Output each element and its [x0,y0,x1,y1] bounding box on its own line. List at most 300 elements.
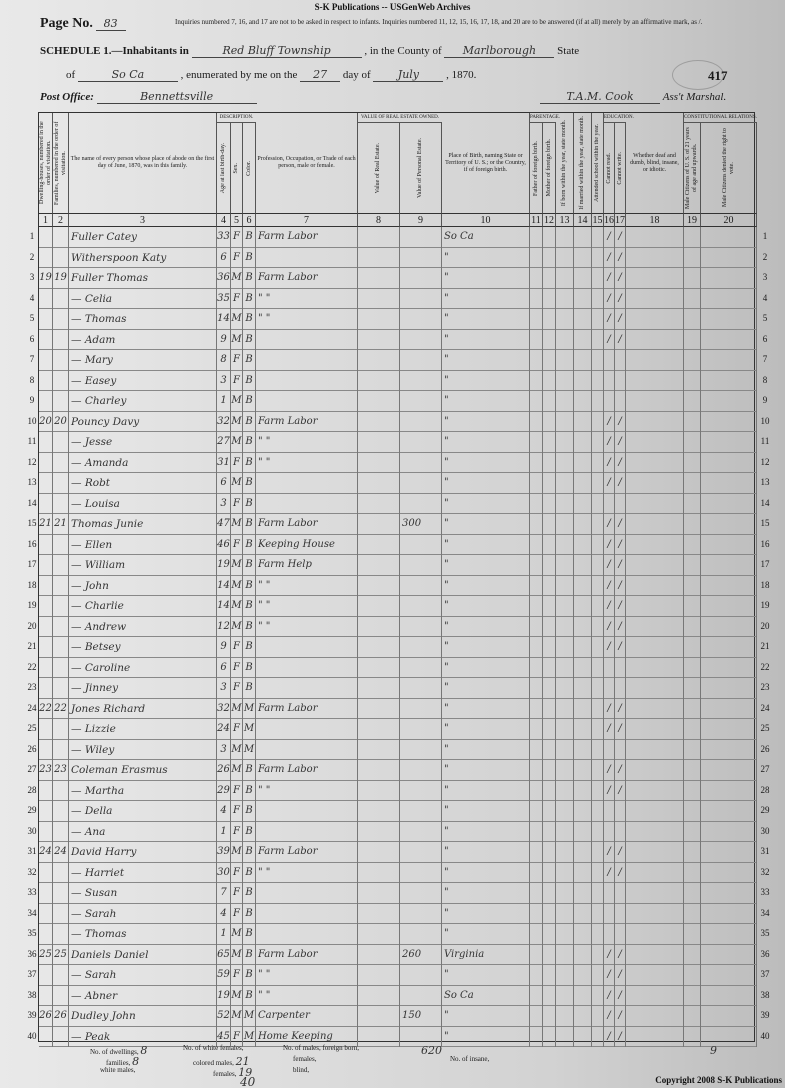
table-cell [53,986,69,1007]
table-cell [604,371,615,392]
table-cell [592,248,604,269]
table-cell: B [243,945,256,966]
line-number: 14 [760,497,770,508]
table-cell [543,432,556,453]
table-cell [684,924,701,945]
table-row [39,514,756,535]
table-cell [358,904,400,925]
table-cell [358,596,400,617]
table-cell [574,350,592,371]
table-cell [626,227,684,248]
table-cell [684,309,701,330]
table-cell [543,371,556,392]
table-cell: / [615,863,626,884]
table-cell: 12 [217,617,231,638]
table-cell: — Lizzie [69,719,217,740]
table-cell [530,350,543,371]
line-number: 4 [762,292,768,303]
census-table [38,112,755,1042]
table-cell [574,391,592,412]
table-cell [701,391,757,412]
table-cell: Fuller Catey [69,227,217,248]
table-cell: / [615,596,626,617]
table-cell [556,863,574,884]
table-cell [530,453,543,474]
line-number: 31 [27,846,37,856]
table-cell: " [442,391,530,412]
table-cell: " [442,514,530,535]
table-cell [530,391,543,412]
line-number: 34 [760,907,770,918]
table-cell: So Ca [442,986,530,1007]
line-number: 40 [27,1030,37,1041]
table-cell [400,801,442,822]
table-cell: 21 [53,514,69,535]
line-number: 5 [29,313,35,323]
table-cell: " [442,473,530,494]
column-header-text: If born within the year, state month. [561,119,567,207]
table-cell: — Robt [69,473,217,494]
table-cell [574,781,592,802]
column-header-text: Dwelling-houses, numbered in the order of visitation. [39,121,52,205]
table-cell [701,289,757,310]
table-cell [543,883,556,904]
table-cell [701,412,757,433]
blind-label: blind, [293,1066,310,1074]
table-cell [256,740,358,761]
table-cell [543,350,556,371]
table-cell [39,555,53,576]
table-cell [574,740,592,761]
table-cell [39,740,53,761]
column-number: 13 [556,213,574,227]
table-cell: F [231,350,243,371]
table-cell: " [442,637,530,658]
column-group-label: PARENTAGE. [530,115,556,123]
table-cell [53,330,69,351]
line-number: 8 [762,374,768,385]
table-cell [556,719,574,740]
table-cell [701,330,757,351]
table-cell [543,330,556,351]
table-cell [530,289,543,310]
county-value: Marlborough [444,44,554,58]
column-number: 6 [243,213,256,227]
table-cell [358,740,400,761]
table-cell [39,535,53,556]
table-cell [684,432,701,453]
table-cell [358,924,400,945]
line-number: 6 [29,333,35,344]
table-cell [39,658,53,679]
table-cell: " [442,432,530,453]
table-cell [626,371,684,392]
table-cell [358,678,400,699]
table-cell [543,514,556,535]
table-cell: F [231,371,243,392]
table-cell [592,350,604,371]
table-cell [358,617,400,638]
table-cell [358,883,400,904]
table-cell [574,494,592,515]
table-cell: / [604,309,615,330]
table-cell: Thomas Junie [69,514,217,535]
table-row [39,268,756,289]
table-cell: — Andrew [69,617,217,638]
table-cell [530,268,543,289]
table-cell: 14 [217,309,231,330]
table-cell [684,699,701,720]
table-cell: 7 [217,883,231,904]
table-row [39,494,756,515]
table-cell [400,535,442,556]
table-cell: B [243,227,256,248]
table-cell [592,883,604,904]
table-cell [543,924,556,945]
table-cell: 3 [217,740,231,761]
table-cell: — Celia [69,289,217,310]
table-cell [400,596,442,617]
table-cell: 3 [217,678,231,699]
table-cell [400,781,442,802]
table-cell [684,883,701,904]
table-cell [543,822,556,843]
table-cell [701,248,757,269]
table-cell [53,289,69,310]
table-cell [626,637,684,658]
table-cell [574,965,592,986]
column-number: 18 [626,213,684,227]
table-cell: Daniels Daniel [69,945,217,966]
table-cell [701,432,757,453]
table-cell: 4 [217,801,231,822]
table-cell [556,740,574,761]
table-cell: 30 [217,863,231,884]
table-cell [701,227,757,248]
table-row [39,719,756,740]
table-cell [530,863,543,884]
line-number: 7 [29,354,35,364]
table-cell: Farm Labor [256,412,358,433]
table-cell [556,432,574,453]
table-row [39,883,756,904]
table-cell [701,883,757,904]
table-cell [556,924,574,945]
table-cell: " [442,822,530,843]
table-cell [626,350,684,371]
table-cell [530,740,543,761]
table-cell [543,412,556,433]
table-cell: 20 [53,412,69,433]
personal-total: 620 [421,1044,442,1057]
table-cell [53,453,69,474]
table-cell: / [615,842,626,863]
table-cell: B [243,883,256,904]
table-cell [684,555,701,576]
table-cell [530,514,543,535]
table-cell [556,473,574,494]
table-cell [626,924,684,945]
table-cell: / [615,617,626,638]
line-number: 20 [27,620,37,631]
table-cell [39,801,53,822]
table-cell [626,289,684,310]
table-cell: / [615,289,626,310]
table-cell [256,719,358,740]
dwellings-value: 8 [140,1044,148,1057]
table-cell: Coleman Erasmus [69,760,217,781]
table-cell [556,699,574,720]
table-cell [530,699,543,720]
table-cell: — Sarah [69,965,217,986]
table-cell [53,309,69,330]
table-row [39,965,756,986]
column-number: 8 [358,213,400,227]
table-cell: — Jinney [69,678,217,699]
table-cell [592,412,604,433]
table-cell [543,781,556,802]
table-cell [592,822,604,843]
table-cell [39,227,53,248]
line-number: 35 [760,928,770,938]
line-number: 9 [762,395,768,405]
table-cell: — Ana [69,822,217,843]
table-cell [684,289,701,310]
table-cell: — William [69,555,217,576]
table-cell [701,842,757,863]
county-label: , in the County of [364,45,442,57]
table-cell [358,945,400,966]
table-cell: / [615,432,626,453]
table-cell: " [442,535,530,556]
line-number: 28 [760,784,770,795]
table-row [39,658,756,679]
table-cell: Farm Labor [256,699,358,720]
table-cell [626,391,684,412]
table-cell: Virginia [442,945,530,966]
table-cell [592,986,604,1007]
table-cell: / [615,412,626,433]
table-cell [556,453,574,474]
column-header [39,113,53,213]
table-cell: F [231,863,243,884]
line-number: 15 [760,518,770,528]
table-cell [604,658,615,679]
table-row [39,781,756,802]
table-cell [400,842,442,863]
families-value: 8 [132,1055,140,1068]
table-cell [592,842,604,863]
table-cell [701,576,757,597]
table-cell: B [243,904,256,925]
stamped-number: 417 [708,68,728,83]
table-cell [543,248,556,269]
table-cell: M [231,555,243,576]
table-cell [574,453,592,474]
table-cell: 14 [217,576,231,597]
table-cell [592,781,604,802]
table-cell: — Susan [69,883,217,904]
table-cell: / [615,1006,626,1027]
table-cell [592,453,604,474]
table-cell [358,248,400,269]
table-cell [592,309,604,330]
month-value: July [373,68,443,82]
column-header [574,113,592,213]
table-cell: 26 [39,1006,53,1027]
table-cell [256,904,358,925]
table-cell [400,371,442,392]
table-cell [530,1006,543,1027]
line-number: 19 [27,600,37,610]
table-cell [543,576,556,597]
table-cell [574,760,592,781]
table-cell [53,391,69,412]
table-cell [556,309,574,330]
table-cell [626,678,684,699]
line-number: 33 [760,887,770,897]
table-cell: " [442,289,530,310]
table-cell: 65 [217,945,231,966]
table-cell: " " [256,986,358,1007]
table-cell [530,904,543,925]
table-cell: B [243,965,256,986]
table-cell [574,473,592,494]
table-cell: / [604,473,615,494]
column-header [53,113,69,213]
table-cell [684,391,701,412]
table-cell [604,924,615,945]
table-cell [556,535,574,556]
column-header-text: Value of Personal Estate. [417,138,423,198]
table-row [39,535,756,556]
table-cell: 31 [217,453,231,474]
line-number: 18 [27,579,37,590]
table-cell: 45 [217,1027,231,1048]
table-cell: " [442,1027,530,1048]
table-cell [530,781,543,802]
table-cell [684,227,701,248]
table-cell [543,740,556,761]
table-cell: — Thomas [69,924,217,945]
table-cell [53,432,69,453]
table-cell: B [243,658,256,679]
table-cell [626,494,684,515]
table-cell: / [604,596,615,617]
table-cell: M [231,924,243,945]
table-cell [701,350,757,371]
table-cell: B [243,309,256,330]
table-cell [358,330,400,351]
table-cell: F [231,248,243,269]
table-cell [592,330,604,351]
table-row [39,555,756,576]
table-cell: " [442,453,530,474]
table-row [39,740,756,761]
table-cell [604,904,615,925]
line-number: 32 [760,866,770,877]
table-cell: 22 [53,699,69,720]
table-row [39,576,756,597]
table-cell [592,555,604,576]
table-cell: — Easey [69,371,217,392]
table-cell [592,801,604,822]
table-cell [684,945,701,966]
column-header-text: Mother of foreign birth. [545,139,552,197]
column-number: 15 [592,215,603,226]
table-cell [543,555,556,576]
table-cell: B [243,268,256,289]
table-cell [256,371,358,392]
table-cell [556,904,574,925]
white-males-label: white males, [100,1066,136,1074]
table-cell: B [243,863,256,884]
table-cell: F [231,227,243,248]
table-cell [400,248,442,269]
table-cell [615,740,626,761]
table-cell [592,678,604,699]
table-cell [530,658,543,679]
table-cell [592,391,604,412]
table-row [39,350,756,371]
table-row [39,330,756,351]
table-cell [400,617,442,638]
table-cell [53,555,69,576]
table-cell [543,760,556,781]
column-header [217,123,231,213]
table-cell: " " [256,965,358,986]
colored-males-label: colored males, [193,1059,234,1067]
table-cell [358,268,400,289]
table-cell: / [615,576,626,597]
line-number: 22 [760,661,770,672]
table-cell: F [231,883,243,904]
table-cell [574,617,592,638]
table-row [39,801,756,822]
table-cell: Dudley John [69,1006,217,1027]
table-cell: / [615,555,626,576]
bottom-number: 40 [240,1075,256,1088]
column-header [604,123,615,213]
table-cell: / [604,412,615,433]
table-cell: / [615,781,626,802]
table-cell [256,350,358,371]
inquiries-note: Inquiries numbered 7, 16, and 17 are not to be asked in respect to infants. Inquiries numbered 11, 12, 15, 16, 17, 18, and 20 are to be answered (if at all) merely by an affirmative mark, as /. [175,18,703,26]
table-cell [39,453,53,474]
table-cell [358,781,400,802]
table-cell [53,740,69,761]
table-cell [556,350,574,371]
table-cell [400,453,442,474]
table-cell [530,330,543,351]
table-cell [530,309,543,330]
table-cell [543,986,556,1007]
table-cell [400,904,442,925]
table-cell: M [231,617,243,638]
table-row [39,453,756,474]
table-cell [53,883,69,904]
column-header [358,123,400,213]
table-cell: / [615,760,626,781]
table-cell: — Della [69,801,217,822]
table-cell: / [615,248,626,269]
table-cell [530,371,543,392]
table-cell: 59 [217,965,231,986]
table-cell: 1 [217,391,231,412]
table-cell [358,494,400,515]
table-cell [358,699,400,720]
line-number: 37 [27,969,37,979]
